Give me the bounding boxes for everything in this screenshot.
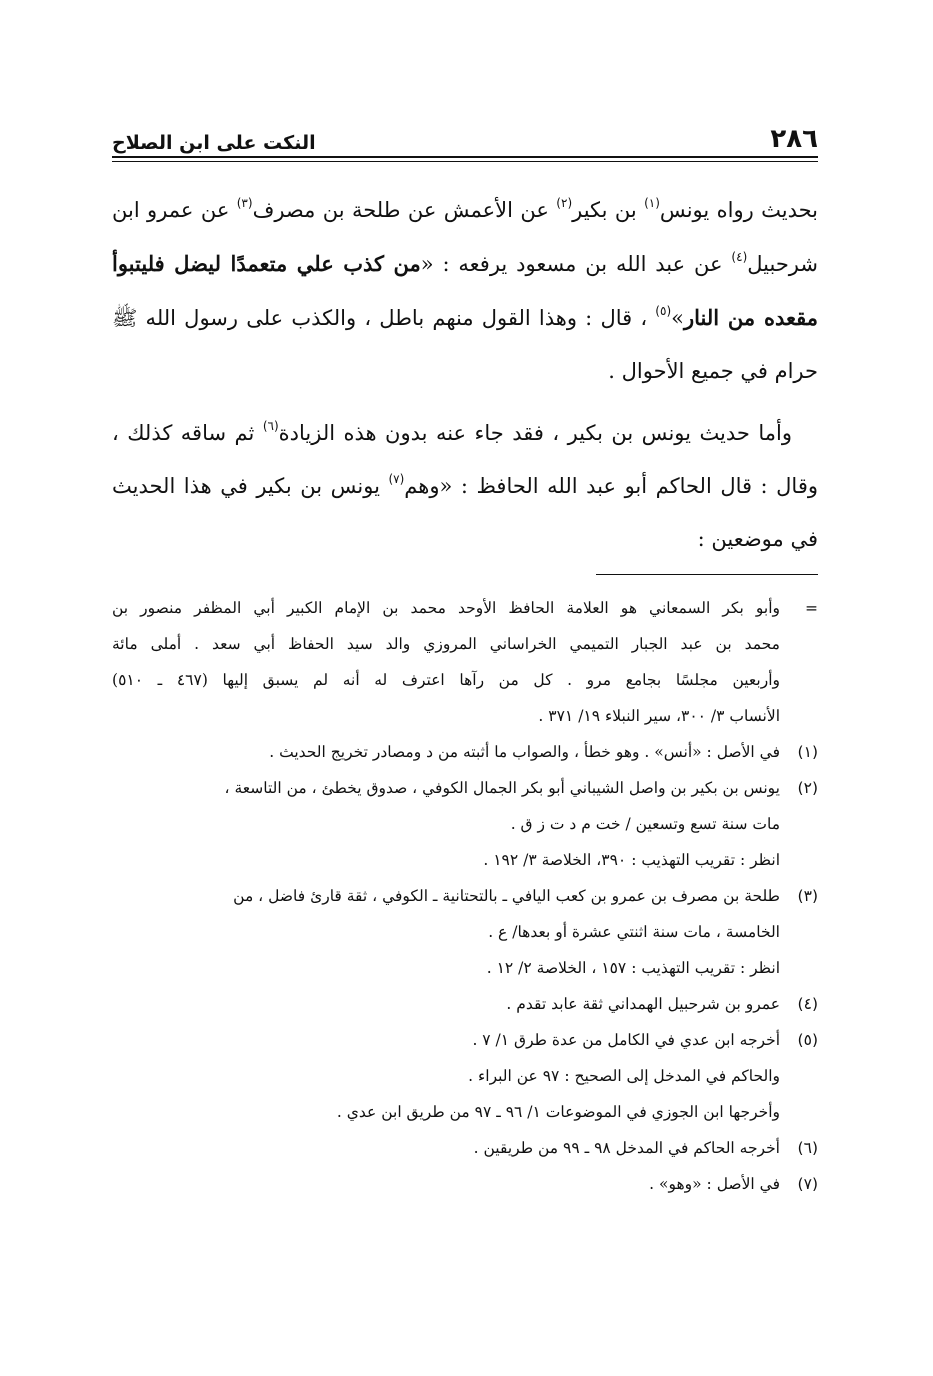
continuation-marker: = [805,599,818,617]
footnote-ref-6: (٦) [262,419,279,433]
footnote-5 [112,1022,818,1130]
header-rule [112,156,818,162]
text-run: عن الأعمش عن طلحة بن مصرف [252,198,557,222]
footnote-line: في الأصل : «أنس» . وهو خطأ ، والصواب ما أثبته من د ومصادر تخريج الحديث . [269,743,780,761]
footnote-line: مات سنة تسع وتسعين / خت م د ت ز ق . [510,815,780,833]
text-run: عن عبد الله بن مسعود يرفعه : « [420,252,732,276]
footnote-line: الخامسة ، مات سنة اثنتي عشرة أو بعدها/ ع . [488,923,780,941]
main-text [112,184,818,566]
footnote-ref-4: (٤) [731,250,748,264]
footnote-number: (١) [797,743,818,761]
running-title: النكت على ابن الصلاح [112,132,316,154]
footnote-ref-1: (١) [644,196,660,210]
footnote-ref-5: (٥) [655,304,672,318]
footnote-line: أخرجه الحاكم في المدخل ٩٨ ـ ٩٩ من طريقين . [473,1139,780,1157]
page-number: ٢٨٦ [770,124,818,154]
footnote-6 [112,1130,818,1166]
text-run: بن بكير [572,198,645,222]
footnote-line: انظر : تقريب التهذيب : ١٥٧ ، الخلاصة ٢/ ١٢ . [486,959,780,977]
footnote-separator [596,574,818,575]
footnote-continuation [112,590,818,734]
footnote-number: (٣) [797,887,818,905]
text-run: ، قال : وهذا القول منهم باطل ، والكذب على رسول الله ﷺ حرام في جميع الأحوال . [112,306,818,383]
footnote-number: (٧) [797,1175,818,1193]
footnote-4 [112,986,818,1022]
footnote-line: والحاكم في المدخل إلى الصحيح : ٩٧ عن البراء . [468,1067,780,1085]
footnote-ref-3: (٣) [236,196,253,210]
text-run: وأما حديث يونس بن بكير ، فقد جاء عنه بدون هذه الزيادة [278,421,792,445]
page-header [112,114,818,154]
footnote-line: في الأصل : «وهو» . [649,1175,780,1193]
paragraph-1 [112,184,818,398]
footnote-number: (٢) [797,779,818,797]
text-run: بحديث رواه يونس [659,198,819,222]
footnote-number: (٥) [797,1031,818,1049]
footnote-line: عمرو بن شرحبيل الهمداني ثقة عابد تقدم . [506,995,780,1013]
text-run: ثم ساقه كذلك ، وقال : قال الحاكم أبو عبد الله الحافظ : «وهم [112,421,819,498]
footnote-ref-7: (٧) [388,472,405,486]
footnote-3 [112,878,818,986]
text-run: » [671,306,684,330]
text-run: يونس بن بكير في هذا الحديث في موضعين : [112,474,818,551]
paragraph-2 [112,407,818,566]
footnote-line: الأنساب ٣/ ٣٠٠، سير النبلاء ١٩/ ٣٧١ . [538,707,780,725]
footnote-2 [112,770,818,878]
footnote-1 [112,734,818,770]
footnote-line: محمد بن عبد الجبار التميمي الخراساني المروزي والد سيد الحفاظ أبي سعد . أملى مائة [112,635,780,653]
footnote-line: وأربعين مجلسًا بجامع مرو . كل من رآها اعترف له أنه لم يسبق إليها (٤٦٧ ـ ٥١٠) [112,671,780,689]
footnote-line: أخرجه ابن عدي في الكامل من عدة طرق ١/ ٧ . [472,1031,780,1049]
footnote-7 [112,1166,818,1202]
footnote-line: وأبو بكر السمعاني هو العلامة الحافظ الأوحد محمد بن الإمام الكبير أبي المظفر منصور بن [112,599,780,617]
footnotes [112,590,818,1202]
footnote-line: انظر : تقريب التهذيب : ٣٩٠، الخلاصة ٣/ ١٩٢ . [483,851,780,869]
footnote-number: (٤) [797,995,818,1013]
footnote-line: طلحة بن مصرف بن عمرو بن كعب اليافي ـ بالتحتانية ـ الكوفي ، ثقة قارئ فاضل ، من [233,887,780,905]
hadith-quote: من كذب علي متعمدًا ليضل فليتبوأ مقعده من النار [112,251,818,330]
footnote-ref-2: (٢) [556,196,573,210]
footnote-line: يونس بن بكير بن واصل الشيباني أبو بكر الجمال الكوفي ، صدوق يخطئ ، من التاسعة ، [224,779,780,797]
text-run: عن عمرو ابن شرحبيل [112,198,818,276]
footnote-number: (٦) [797,1139,818,1157]
footnote-line: وأخرجها ابن الجوزي في الموضوعات ١/ ٩٦ ـ ٩٧ من طريق ابن عدي . [336,1103,780,1121]
